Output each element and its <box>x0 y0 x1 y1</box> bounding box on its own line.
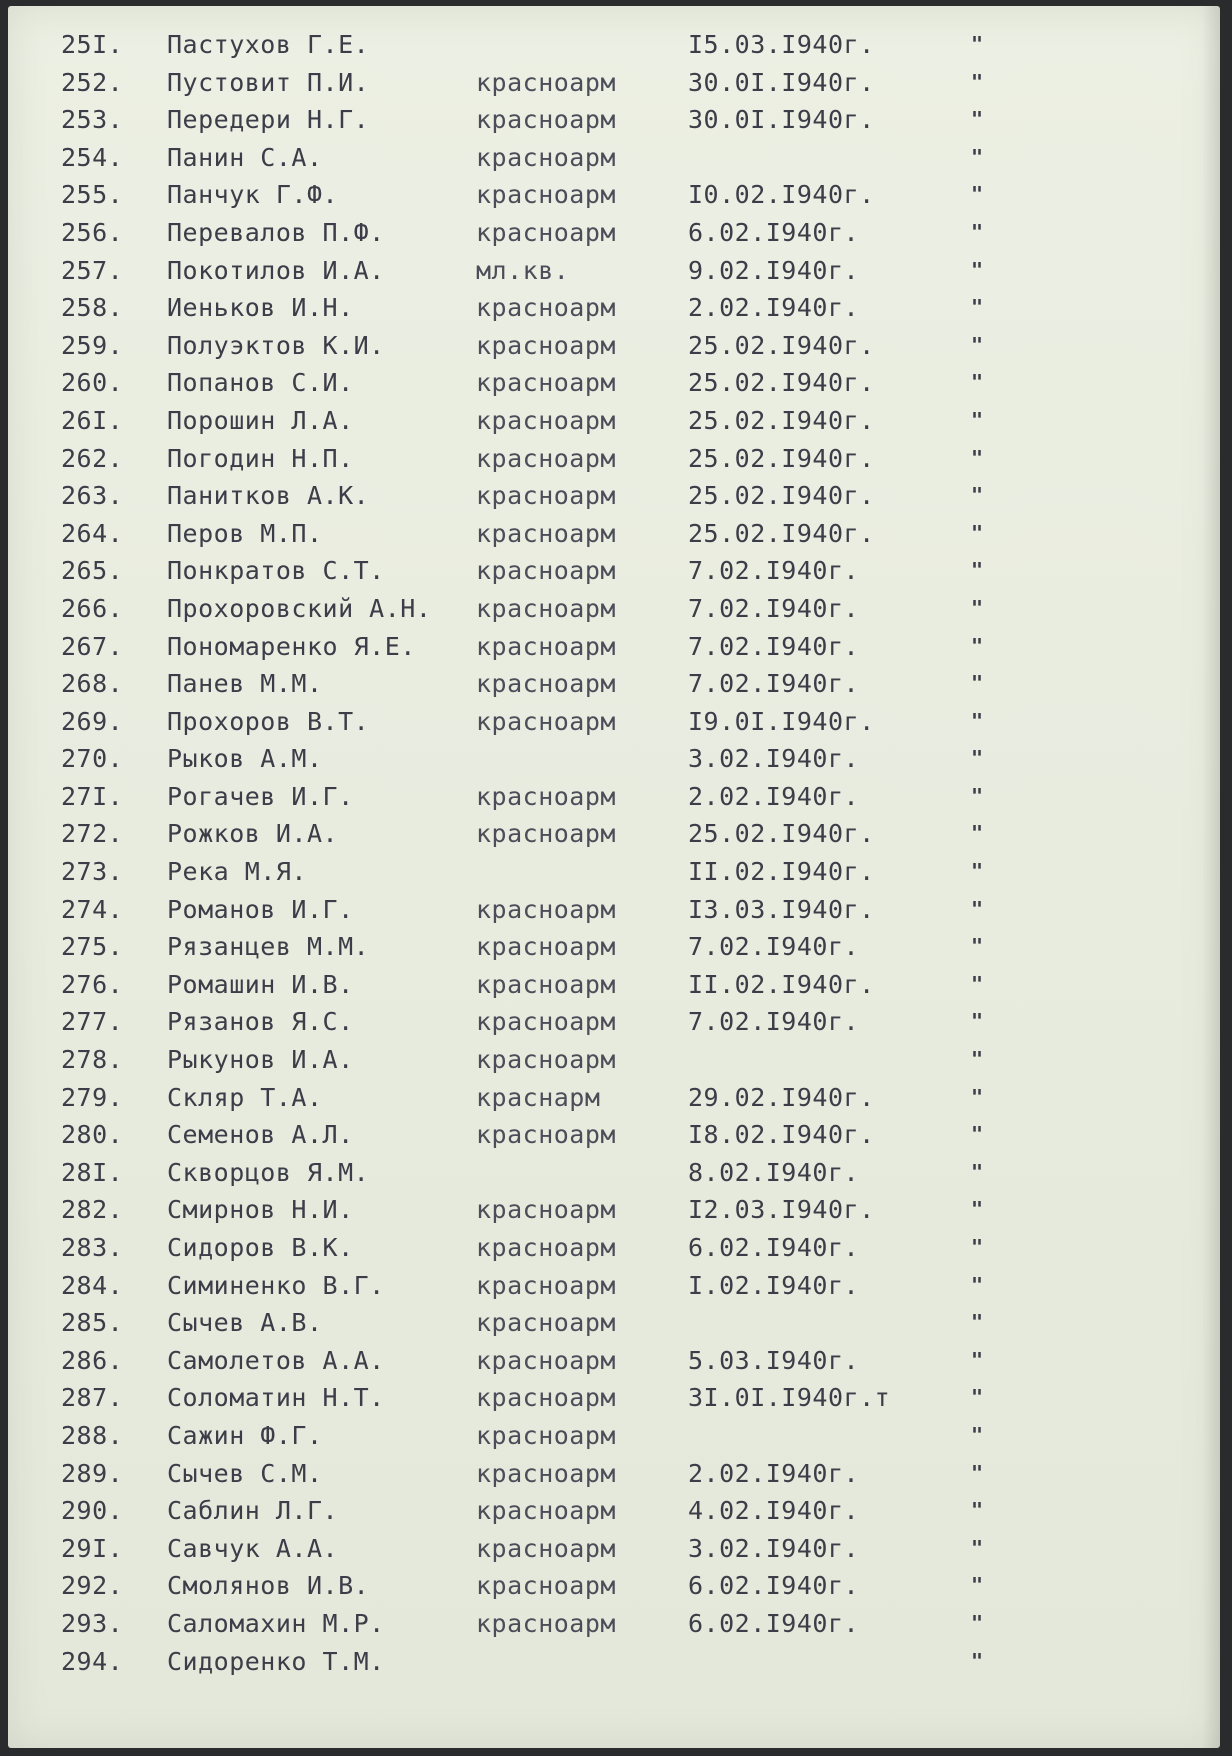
row-number: 255. <box>61 180 124 210</box>
list-row <box>8 64 1220 102</box>
date: 6.02.I940г. <box>688 1233 860 1262</box>
date: 6.02.I940г. <box>688 217 860 247</box>
ditto-mark: " <box>971 257 984 282</box>
list-row <box>8 252 1220 290</box>
ditto-mark: " <box>971 896 984 921</box>
row-number: 28I. <box>61 1157 124 1187</box>
ditto-mark: " <box>971 1272 984 1297</box>
ditto-mark: " <box>971 1122 984 1147</box>
rank: красноарм <box>476 631 616 661</box>
row-number: 285. <box>61 1308 124 1338</box>
date: 2.02.I940г. <box>688 293 860 323</box>
rank: красноарм <box>476 1007 616 1037</box>
person-name: Передери Н.Г. <box>167 105 370 135</box>
row-number: 276. <box>61 969 124 999</box>
date: 3I.0I.I940г.т <box>688 1383 891 1413</box>
date: I0.02.I940г. <box>688 180 875 210</box>
list-row <box>8 440 1220 478</box>
date: 5.03.I940г. <box>688 1345 860 1375</box>
date: 6.02.I940г. <box>688 1608 860 1638</box>
ditto-mark: " <box>971 1422 984 1447</box>
date: 30.0I.I940г. <box>688 67 875 97</box>
ditto-mark: " <box>971 1197 984 1222</box>
date: 25.02.I940г. <box>688 481 875 511</box>
person-name: Рыков А.М. <box>167 744 323 774</box>
ditto-mark: " <box>971 671 984 696</box>
row-number: 269. <box>61 706 124 736</box>
rank: красноарм <box>476 1571 616 1601</box>
person-name: Рыкунов И.А. <box>167 1045 354 1075</box>
rank: красноарм <box>476 894 616 924</box>
person-name: Ромашин И.В. <box>167 969 354 999</box>
date: I.02.I940г. <box>688 1270 860 1300</box>
list-row <box>8 1191 1220 1229</box>
ditto-mark: " <box>971 107 984 132</box>
list-row <box>8 891 1220 929</box>
row-number: 277. <box>61 1007 124 1037</box>
row-number: 252. <box>61 67 124 97</box>
list-row <box>8 1003 1220 1041</box>
ditto-mark: " <box>971 295 984 320</box>
list-row <box>8 703 1220 741</box>
date: 25.02.I940г. <box>688 819 875 849</box>
person-name: Сажин Ф.Г. <box>167 1420 323 1450</box>
list-row <box>8 740 1220 778</box>
row-number: 264. <box>61 518 124 548</box>
list-row <box>8 1455 1220 1493</box>
list-row <box>8 101 1220 139</box>
ditto-mark: " <box>971 1498 984 1523</box>
list-row <box>8 1567 1220 1605</box>
row-number: 265. <box>61 556 124 586</box>
rank: красноарм <box>476 1345 616 1375</box>
person-name: Попанов С.И. <box>167 368 354 398</box>
list-row <box>8 966 1220 1004</box>
row-number: 254. <box>61 142 124 172</box>
person-name: Порошин Л.А. <box>167 405 354 435</box>
rank: красноарм <box>476 1195 616 1225</box>
list-row <box>8 515 1220 553</box>
rank: красноарм <box>476 481 616 511</box>
list-row <box>8 289 1220 327</box>
date: 2.02.I940г. <box>688 781 860 811</box>
page-edge-shadow <box>1202 6 1220 1748</box>
list-row <box>8 364 1220 402</box>
list-row <box>8 590 1220 628</box>
list-row <box>8 139 1220 177</box>
person-name: Рожков И.А. <box>167 819 339 849</box>
list-row <box>8 628 1220 666</box>
list-row <box>8 665 1220 703</box>
date: 7.02.I940г. <box>688 669 860 699</box>
rank: красноарм <box>476 105 616 135</box>
rank: красноарм <box>476 67 616 97</box>
ditto-mark: " <box>971 1159 984 1184</box>
row-number: 289. <box>61 1458 124 1488</box>
rank: красноарм <box>476 706 616 736</box>
row-number: 272. <box>61 819 124 849</box>
personnel-list <box>8 26 1220 1680</box>
person-name: Полуэктов К.И. <box>167 330 385 360</box>
row-number: 284. <box>61 1270 124 1300</box>
rank: красноарм <box>476 180 616 210</box>
ditto-mark: " <box>971 69 984 94</box>
ditto-mark: " <box>971 445 984 470</box>
ditto-mark: " <box>971 1610 984 1635</box>
date: II.02.I940г. <box>688 969 875 999</box>
ditto-mark: " <box>971 144 984 169</box>
list-row <box>8 552 1220 590</box>
person-name: Романов И.Г. <box>167 894 354 924</box>
ditto-mark: " <box>971 595 984 620</box>
row-number: 267. <box>61 631 124 661</box>
ditto-mark: " <box>971 859 984 884</box>
row-number: 275. <box>61 932 124 962</box>
rank: красноарм <box>476 1308 616 1338</box>
ditto-mark: " <box>971 1385 984 1410</box>
rank: краснарм <box>476 1082 601 1112</box>
ditto-mark: " <box>971 971 984 996</box>
list-row <box>8 1342 1220 1380</box>
row-number: 279. <box>61 1082 124 1112</box>
person-name: Прохоровский А.Н. <box>167 593 432 623</box>
person-name: Самолетов А.А. <box>167 1345 385 1375</box>
date: 25.02.I940г. <box>688 518 875 548</box>
rank: красноарм <box>476 556 616 586</box>
list-row <box>8 853 1220 891</box>
ditto-mark: " <box>971 783 984 808</box>
person-name: Савчук А.А. <box>167 1533 339 1563</box>
ditto-mark: " <box>971 1009 984 1034</box>
row-number: 270. <box>61 744 124 774</box>
date: 25.02.I940г. <box>688 405 875 435</box>
ditto-mark: " <box>971 1235 984 1259</box>
rank: мл.кв. <box>476 255 570 285</box>
person-name: Пустовит П.И. <box>167 67 370 97</box>
list-row <box>8 1154 1220 1192</box>
person-name: Сычев А.В. <box>167 1308 323 1338</box>
list-row <box>8 1605 1220 1643</box>
person-name: Иеньков И.Н. <box>167 293 354 323</box>
ditto-mark: " <box>971 708 984 733</box>
rank: красноарм <box>476 669 616 699</box>
date: I5.03.I940г. <box>688 30 875 59</box>
person-name: Саломахин М.Р. <box>167 1608 385 1638</box>
row-number: 282. <box>61 1195 124 1225</box>
rank: красноарм <box>476 405 616 435</box>
list-row <box>8 1530 1220 1568</box>
row-number: 29I. <box>61 1533 124 1563</box>
person-name: Перевалов П.Ф. <box>167 217 385 247</box>
row-number: 25I. <box>61 30 124 59</box>
ditto-mark: " <box>971 821 984 846</box>
rank: красноарм <box>476 443 616 473</box>
ditto-mark: " <box>971 558 984 583</box>
rank: красноарм <box>476 1270 616 1300</box>
date: 7.02.I940г. <box>688 1007 860 1037</box>
row-number: 259. <box>61 330 124 360</box>
row-number: 294. <box>61 1646 124 1676</box>
rank: красноарм <box>476 293 616 323</box>
date: 25.02.I940г. <box>688 368 875 398</box>
person-name: Смирнов Н.И. <box>167 1195 354 1225</box>
ditto-mark: " <box>971 520 984 545</box>
document-page <box>8 6 1220 1748</box>
rank: красноарм <box>476 1458 616 1488</box>
date: 3.02.I940г. <box>688 1533 860 1563</box>
rank: красноарм <box>476 217 616 247</box>
ditto-mark: " <box>971 1573 984 1598</box>
ditto-mark: " <box>971 934 984 959</box>
person-name: Сидоренко Т.М. <box>167 1646 385 1676</box>
list-row <box>8 1116 1220 1154</box>
row-number: 27I. <box>61 781 124 811</box>
date: 30.0I.I940г. <box>688 105 875 135</box>
row-number: 253. <box>61 105 124 135</box>
person-name: Река М.Я. <box>167 857 307 887</box>
person-name: Пастухов Г.Е. <box>167 30 370 59</box>
date: 7.02.I940г. <box>688 631 860 661</box>
list-row <box>8 214 1220 252</box>
list-row <box>8 327 1220 365</box>
list-row <box>8 1267 1220 1305</box>
date: 6.02.I940г. <box>688 1571 860 1601</box>
rank: красноарм <box>476 1045 616 1075</box>
date: 8.02.I940г. <box>688 1157 860 1187</box>
person-name: Симиненко В.Г. <box>167 1270 385 1300</box>
list-row <box>8 176 1220 214</box>
date: 2.02.I940г. <box>688 1458 860 1488</box>
ditto-mark: " <box>971 1460 984 1485</box>
ditto-mark: " <box>971 746 984 771</box>
row-number: 260. <box>61 368 124 398</box>
person-name: Понкратов С.Т. <box>167 556 385 586</box>
date: I2.03.I940г. <box>688 1195 875 1225</box>
list-row <box>8 1492 1220 1530</box>
person-name: Погодин Н.П. <box>167 443 354 473</box>
date: 7.02.I940г. <box>688 932 860 962</box>
date: 7.02.I940г. <box>688 593 860 623</box>
list-row <box>8 1379 1220 1417</box>
date: I9.0I.I940г. <box>688 706 875 736</box>
person-name: Рязанцев М.М. <box>167 932 370 962</box>
row-number: 263. <box>61 481 124 511</box>
row-number: 266. <box>61 593 124 623</box>
rank: красноарм <box>476 1420 616 1450</box>
rank: красноарм <box>476 368 616 398</box>
row-number: 280. <box>61 1120 124 1150</box>
date: II.02.I940г. <box>688 857 875 887</box>
ditto-mark: " <box>971 483 984 508</box>
date: 25.02.I940г. <box>688 443 875 473</box>
rank: красноарм <box>476 819 616 849</box>
date: 4.02.I940г. <box>688 1496 860 1526</box>
row-number: 274. <box>61 894 124 924</box>
ditto-mark: " <box>971 1084 984 1109</box>
rank: красноарм <box>476 330 616 360</box>
person-name: Прохоров В.Т. <box>167 706 370 736</box>
person-name: Пономаренко Я.Е. <box>167 631 416 661</box>
list-row <box>8 778 1220 816</box>
date: 25.02.I940г. <box>688 330 875 360</box>
list-row <box>8 1643 1220 1681</box>
rank: красноарм <box>476 593 616 623</box>
row-number: 292. <box>61 1571 124 1601</box>
row-number: 257. <box>61 255 124 285</box>
ditto-mark: " <box>971 1310 984 1335</box>
rank: красноарм <box>476 969 616 999</box>
row-number: 268. <box>61 669 124 699</box>
ditto-mark: " <box>971 1648 984 1673</box>
ditto-mark: " <box>971 633 984 658</box>
date: 3.02.I940г. <box>688 744 860 774</box>
person-name: Скляр Т.А. <box>167 1082 323 1112</box>
row-number: 256. <box>61 217 124 247</box>
ditto-mark: " <box>971 370 984 395</box>
ditto-mark: " <box>971 407 984 432</box>
row-number: 293. <box>61 1608 124 1638</box>
date: 29.02.I940г. <box>688 1082 875 1112</box>
list-row <box>8 1304 1220 1342</box>
row-number: 287. <box>61 1383 124 1413</box>
person-name: Сычев С.М. <box>167 1458 323 1488</box>
list-row <box>8 928 1220 966</box>
list-row <box>8 1079 1220 1117</box>
person-name: Сидоров В.К. <box>167 1233 354 1262</box>
row-number: 286. <box>61 1345 124 1375</box>
rank: красноарм <box>476 1496 616 1526</box>
person-name: Соломатин Н.Т. <box>167 1383 385 1413</box>
row-number: 288. <box>61 1420 124 1450</box>
person-name: Перов М.П. <box>167 518 323 548</box>
person-name: Панин С.А. <box>167 142 323 172</box>
rank: красноарм <box>476 1533 616 1563</box>
row-number: 258. <box>61 293 124 323</box>
person-name: Покотилов И.А. <box>167 255 385 285</box>
ditto-mark: " <box>971 1347 984 1372</box>
row-number: 290. <box>61 1496 124 1526</box>
list-row <box>8 1041 1220 1079</box>
person-name: Скворцов Я.М. <box>167 1157 370 1187</box>
list-row <box>8 1229 1220 1267</box>
rank: красноарм <box>476 932 616 962</box>
list-row <box>8 477 1220 515</box>
ditto-mark: " <box>971 182 984 207</box>
rank: красноарм <box>476 142 616 172</box>
date: 9.02.I940г. <box>688 255 860 285</box>
ditto-mark: " <box>971 32 984 56</box>
ditto-mark: " <box>971 1047 984 1072</box>
row-number: 278. <box>61 1045 124 1075</box>
row-number: 26I. <box>61 405 124 435</box>
date: I3.03.I940г. <box>688 894 875 924</box>
person-name: Панчук Г.Ф. <box>167 180 339 210</box>
rank: красноарм <box>476 1233 616 1262</box>
row-number: 273. <box>61 857 124 887</box>
person-name: Панитков А.К. <box>167 481 370 511</box>
ditto-mark: " <box>971 219 984 244</box>
rank: красноарм <box>476 1608 616 1638</box>
person-name: Саблин Л.Г. <box>167 1496 339 1526</box>
rank: красноарм <box>476 781 616 811</box>
date: 7.02.I940г. <box>688 556 860 586</box>
list-row <box>8 1417 1220 1455</box>
ditto-mark: " <box>971 332 984 357</box>
row-number: 262. <box>61 443 124 473</box>
ditto-mark: " <box>971 1535 984 1560</box>
person-name: Панев М.М. <box>167 669 323 699</box>
rank: красноарм <box>476 1383 616 1413</box>
person-name: Рогачев И.Г. <box>167 781 354 811</box>
list-row <box>8 402 1220 440</box>
person-name: Рязанов Я.С. <box>167 1007 354 1037</box>
rank: красноарм <box>476 518 616 548</box>
list-row <box>8 815 1220 853</box>
row-number: 283. <box>61 1233 124 1262</box>
person-name: Смолянов И.В. <box>167 1571 370 1601</box>
person-name: Семенов А.Л. <box>167 1120 354 1150</box>
rank: красноарм <box>476 1120 616 1150</box>
list-row <box>8 26 1220 64</box>
date: I8.02.I940г. <box>688 1120 875 1150</box>
